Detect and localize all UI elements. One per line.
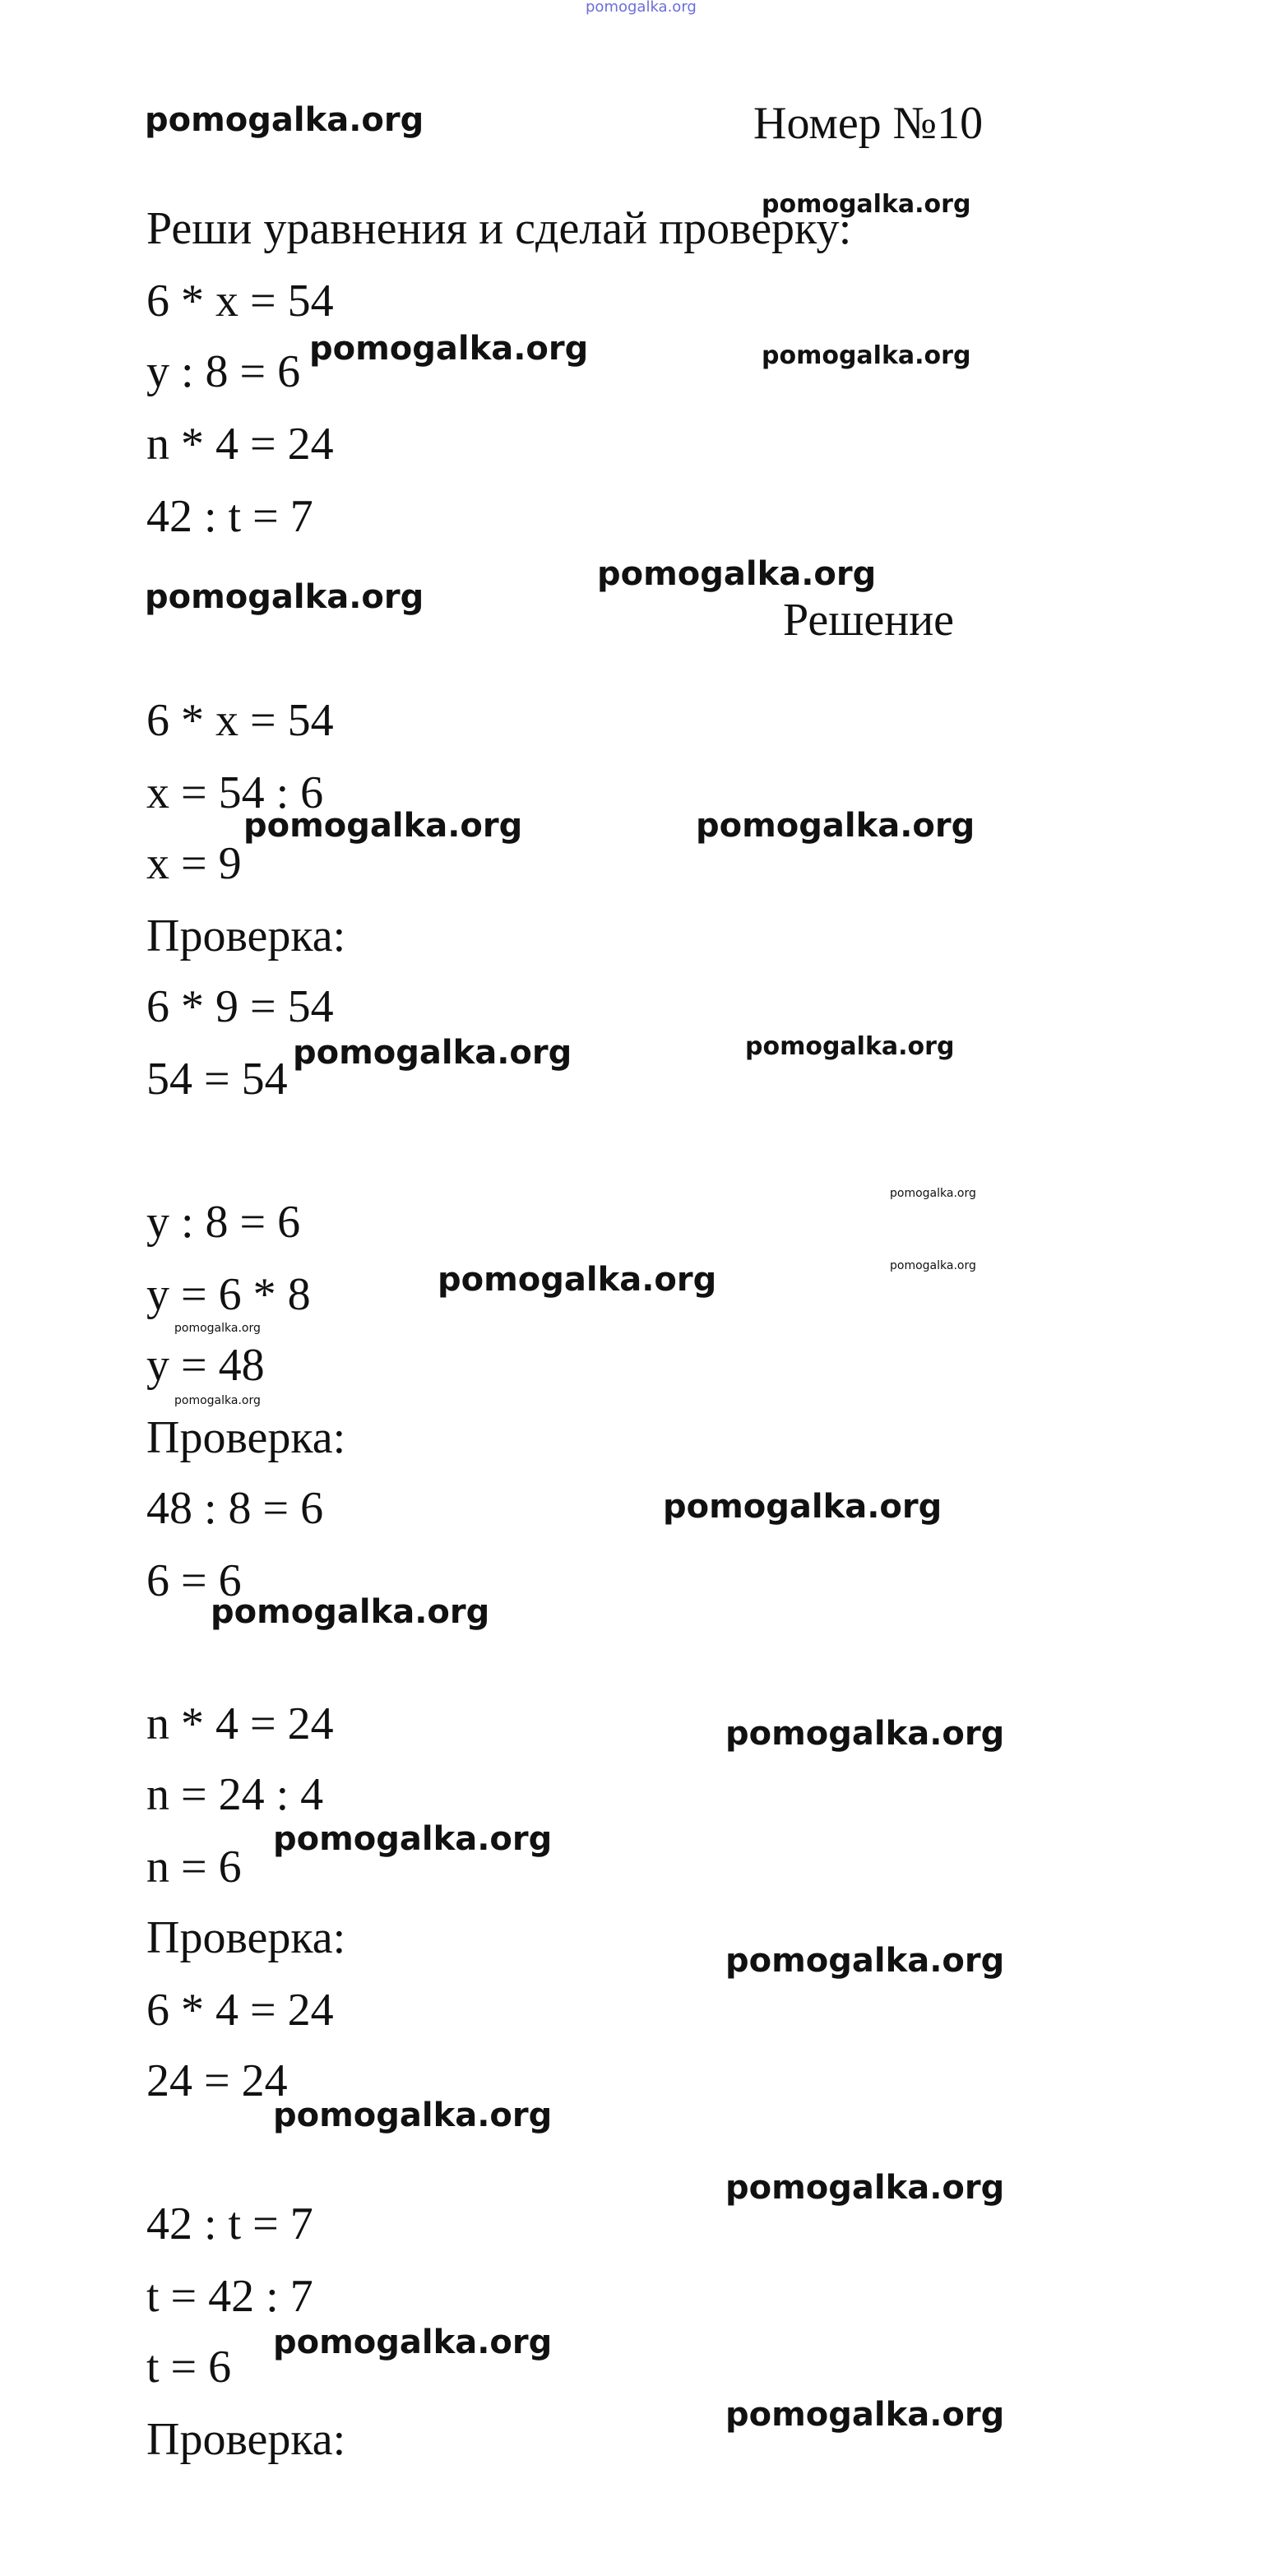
- watermark: pomogalka.org: [273, 2096, 553, 2134]
- solution-line: x = 9: [146, 838, 242, 889]
- solution-line: y = 48: [146, 1340, 265, 1391]
- watermark: pomogalka.org: [890, 1259, 976, 1272]
- watermark: pomogalka.org: [762, 341, 971, 370]
- solution-line: n * 4 = 24: [146, 1698, 334, 1749]
- watermark: pomogalka.org: [273, 2323, 553, 2361]
- watermark: pomogalka.org: [725, 1942, 1005, 1980]
- solution-line: 6 * x = 54: [146, 695, 334, 746]
- watermark: pomogalka.org: [725, 2396, 1005, 2434]
- solution-line: x = 54 : 6: [146, 767, 324, 818]
- watermark: pomogalka.org: [273, 1820, 553, 1858]
- watermark: pomogalka.org: [745, 1032, 955, 1061]
- task-equation: 6 * x = 54: [146, 276, 334, 327]
- watermark: pomogalka.org: [725, 1715, 1005, 1753]
- watermark: pomogalka.org: [243, 807, 523, 845]
- watermark: pomogalka.org: [309, 330, 589, 368]
- solution-line: y = 6 * 8: [146, 1269, 311, 1320]
- watermark: pomogalka.org: [211, 1593, 490, 1631]
- check-line: 6 * 9 = 54: [146, 981, 334, 1032]
- check-line: 54 = 54: [146, 1054, 288, 1105]
- watermark: pomogalka.org: [145, 578, 424, 616]
- solution-line: y : 8 = 6: [146, 1197, 301, 1248]
- watermark: pomogalka.org: [174, 1322, 261, 1335]
- watermark: pomogalka.org: [293, 1034, 572, 1072]
- task-equation: y : 8 = 6: [146, 346, 301, 397]
- check-label: Проверка:: [146, 910, 346, 961]
- solution-heading: Решение: [783, 595, 955, 646]
- task-equation: 42 : t = 7: [146, 491, 313, 542]
- check-label: Проверка:: [146, 1412, 346, 1463]
- watermark: pomogalka.org: [174, 1394, 261, 1407]
- solution-line: n = 24 : 4: [146, 1769, 324, 1820]
- watermark: pomogalka.org: [762, 190, 971, 219]
- solution-line: t = 6: [146, 2342, 232, 2393]
- task-number-title: Номер №10: [753, 98, 984, 149]
- watermark: pomogalka.org: [890, 1187, 976, 1200]
- watermark: pomogalka.org: [725, 2169, 1005, 2207]
- watermark: pomogalka.org: [663, 1488, 942, 1526]
- check-label: Проверка:: [146, 1912, 346, 1963]
- watermark: pomogalka.org: [438, 1261, 717, 1299]
- watermark: pomogalka.org: [597, 555, 877, 593]
- check-line: 6 * 4 = 24: [146, 1985, 334, 2036]
- check-line: 6 = 6: [146, 1555, 242, 1606]
- check-label: Проверка:: [146, 2414, 346, 2465]
- task-instruction: Реши уравнения и сделай проверку:: [146, 203, 852, 254]
- solution-line: t = 42 : 7: [146, 2271, 313, 2322]
- check-line: 48 : 8 = 6: [146, 1483, 324, 1534]
- watermark-top: pomogalka.org: [586, 0, 697, 16]
- solution-line: 42 : t = 7: [146, 2198, 313, 2249]
- solution-line: n = 6: [146, 1842, 242, 1893]
- watermark: pomogalka.org: [696, 807, 975, 845]
- watermark: pomogalka.org: [145, 101, 424, 139]
- task-equation: n * 4 = 24: [146, 419, 334, 470]
- check-line: 24 = 24: [146, 2055, 288, 2106]
